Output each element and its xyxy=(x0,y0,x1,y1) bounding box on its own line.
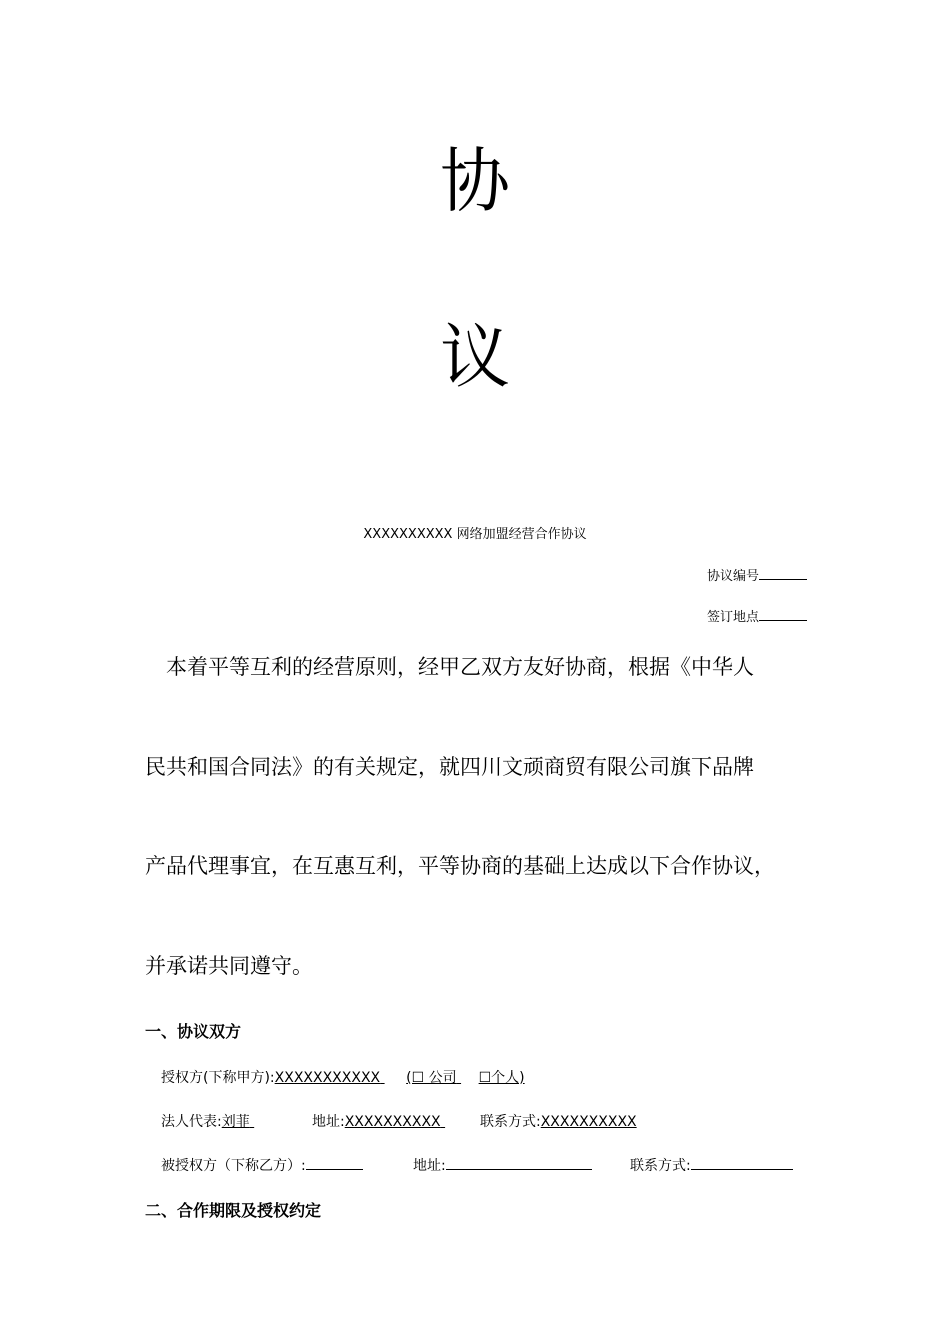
legal-rep-value: 刘菲 xyxy=(221,1114,250,1130)
party-a-contact-label: 联系方式: xyxy=(480,1114,541,1130)
party-a-underline-gap xyxy=(380,1070,406,1086)
party-a-address-label: 地址: xyxy=(312,1114,345,1130)
agreement-number-label: 协议编号 xyxy=(706,569,759,584)
signing-place-label: 签订地点 xyxy=(706,610,759,625)
person-option: ☐个人) xyxy=(478,1070,525,1086)
party-a-contact-value: XXXXXXXXXX xyxy=(540,1114,637,1130)
title-char-2: 议 xyxy=(440,316,510,398)
party-a-contact-group xyxy=(480,1111,637,1131)
intro-line-4: 并承诺共同遵守。 xyxy=(145,954,313,978)
party-b-address-group xyxy=(413,1155,592,1175)
party-b-contact-label: 联系方式: xyxy=(630,1158,691,1174)
party-a-address-value: XXXXXXXXXX xyxy=(344,1114,441,1130)
option-underline-gap xyxy=(457,1070,479,1086)
party-b-contact-blank xyxy=(691,1156,793,1170)
party-a-value: XXXXXXXXXXX xyxy=(274,1070,381,1086)
legal-rep-label: 法人代表: xyxy=(161,1114,222,1130)
agreement-number-blank xyxy=(759,566,807,580)
signing-place-blank xyxy=(759,607,807,621)
party-a-label: 授权方(下称甲方): xyxy=(161,1070,275,1086)
party-b-label: 被授权方（下称乙方）: xyxy=(161,1158,306,1174)
section-2-heading: 二、合作期限及授权约定 xyxy=(145,1201,322,1220)
section-1-heading: 一、协议双方 xyxy=(145,1022,242,1041)
legal-rep-group xyxy=(161,1111,258,1131)
party-b-address-label: 地址: xyxy=(413,1158,446,1174)
party-b-blank xyxy=(306,1156,363,1170)
intro-line-2: 民共和国合同法》的有关规定，就四川文顽商贸有限公司旗下品牌 xyxy=(145,755,754,779)
intro-line-1: 本着平等互利的经营原则，经甲乙双方友好协商，根据《中华人 xyxy=(166,655,754,679)
company-option: (☐ 公司 xyxy=(406,1070,457,1086)
party-b-contact-group xyxy=(630,1155,793,1175)
party-a-row xyxy=(161,1067,525,1087)
agreement-subtitle: XXXXXXXXXX 网络加盟经营合作协议 xyxy=(363,527,587,542)
signing-place-line xyxy=(707,606,807,625)
party-a-address-group xyxy=(312,1111,449,1131)
agreement-number-line xyxy=(707,565,807,584)
title-char-1: 协 xyxy=(440,140,510,222)
party-b-group xyxy=(161,1155,363,1175)
party-b-address-blank xyxy=(446,1156,592,1170)
intro-line-3: 产品代理事宜，在互惠互利，平等协商的基础上达成以下合作协议， xyxy=(145,854,775,878)
